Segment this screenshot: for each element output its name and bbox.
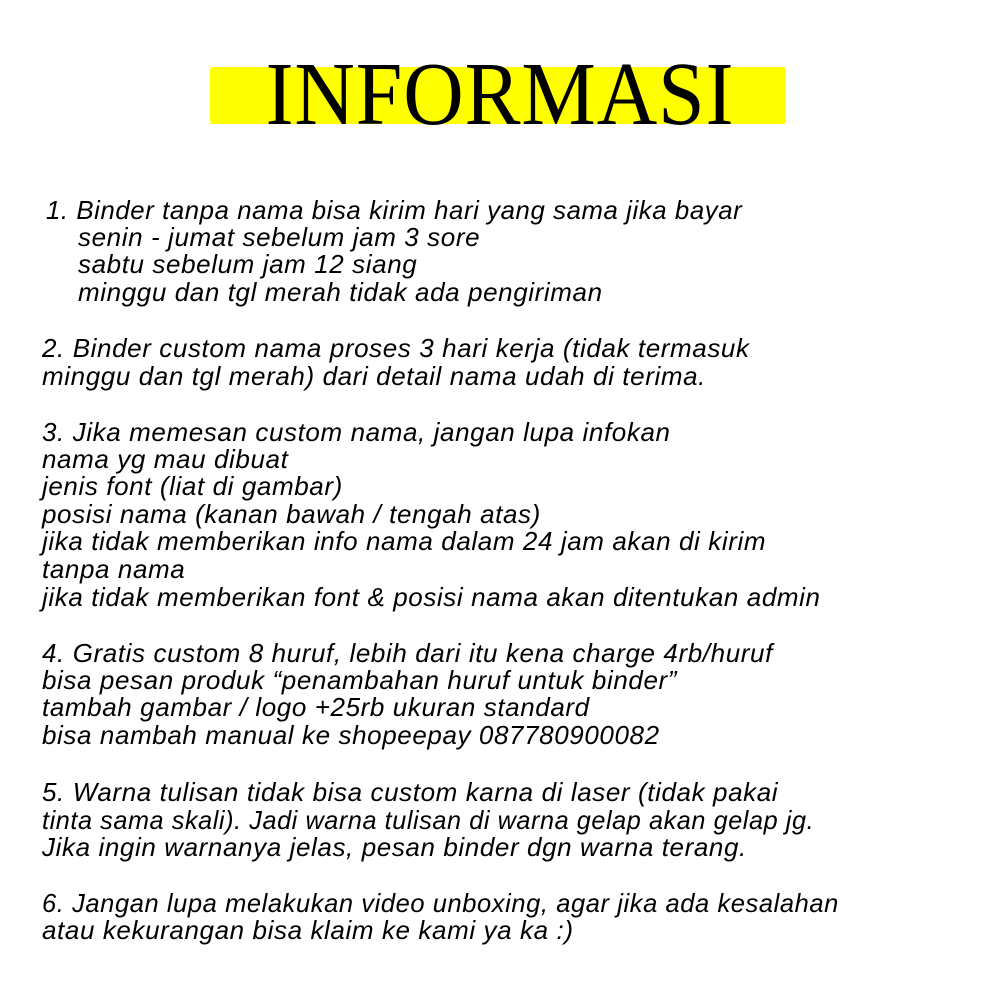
info-line: minggu dan tgl merah tidak ada pengiriman: [78, 277, 603, 307]
info-line: jika tidak memberikan font & posisi nama akan ditentukan admin: [42, 582, 821, 612]
info-line: sabtu sebelum jam 12 siang: [78, 249, 418, 279]
info-line: jenis font (liat di gambar): [42, 471, 343, 501]
page-title: INFORMASI: [265, 45, 735, 144]
info-line: senin - jumat sebelum jam 3 sore: [78, 222, 481, 252]
info-line: tambah gambar / logo +25rb ukuran standard: [42, 692, 590, 722]
info-line: 4. Gratis custom 8 huruf, lebih dari itu kena charge 4rb/huruf: [42, 638, 773, 668]
info-line: nama yg mau dibuat: [42, 444, 289, 474]
info-line: 6. Jangan lupa melakukan video unboxing, agar jika ada kesalahan: [42, 888, 839, 918]
info-line: posisi nama (kanan bawah / tengah atas): [42, 499, 541, 529]
info-line: Jika ingin warnanya jelas, pesan binder dgn warna terang.: [42, 832, 747, 862]
info-line: 3. Jika memesan custom nama, jangan lupa infokan: [42, 417, 671, 447]
info-line: jika tidak memberikan info nama dalam 24 jam akan di kirim: [42, 526, 767, 556]
info-line: 5. Warna tulisan tidak bisa custom karna di laser (tidak pakai: [42, 777, 779, 807]
phone-line: bisa nambah manual ke shopeepay 087780900082: [42, 720, 660, 750]
info-line: bisa pesan produk “penambahan huruf untuk binder”: [42, 665, 678, 695]
info-line: minggu dan tgl merah) dari detail nama udah di terima.: [42, 361, 706, 391]
info-line: atau kekurangan bisa klaim ke kami ya ka :): [42, 915, 574, 945]
info-line: tanpa nama: [42, 554, 186, 584]
info-line: 2. Binder custom nama proses 3 hari kerja (tidak termasuk: [42, 333, 750, 363]
info-line: 1. Binder tanpa nama bisa kirim hari yang sama jika bayar: [46, 195, 743, 225]
info-line: tinta sama skali). Jadi warna tulisan di warna gelap akan gelap jg.: [42, 805, 815, 835]
